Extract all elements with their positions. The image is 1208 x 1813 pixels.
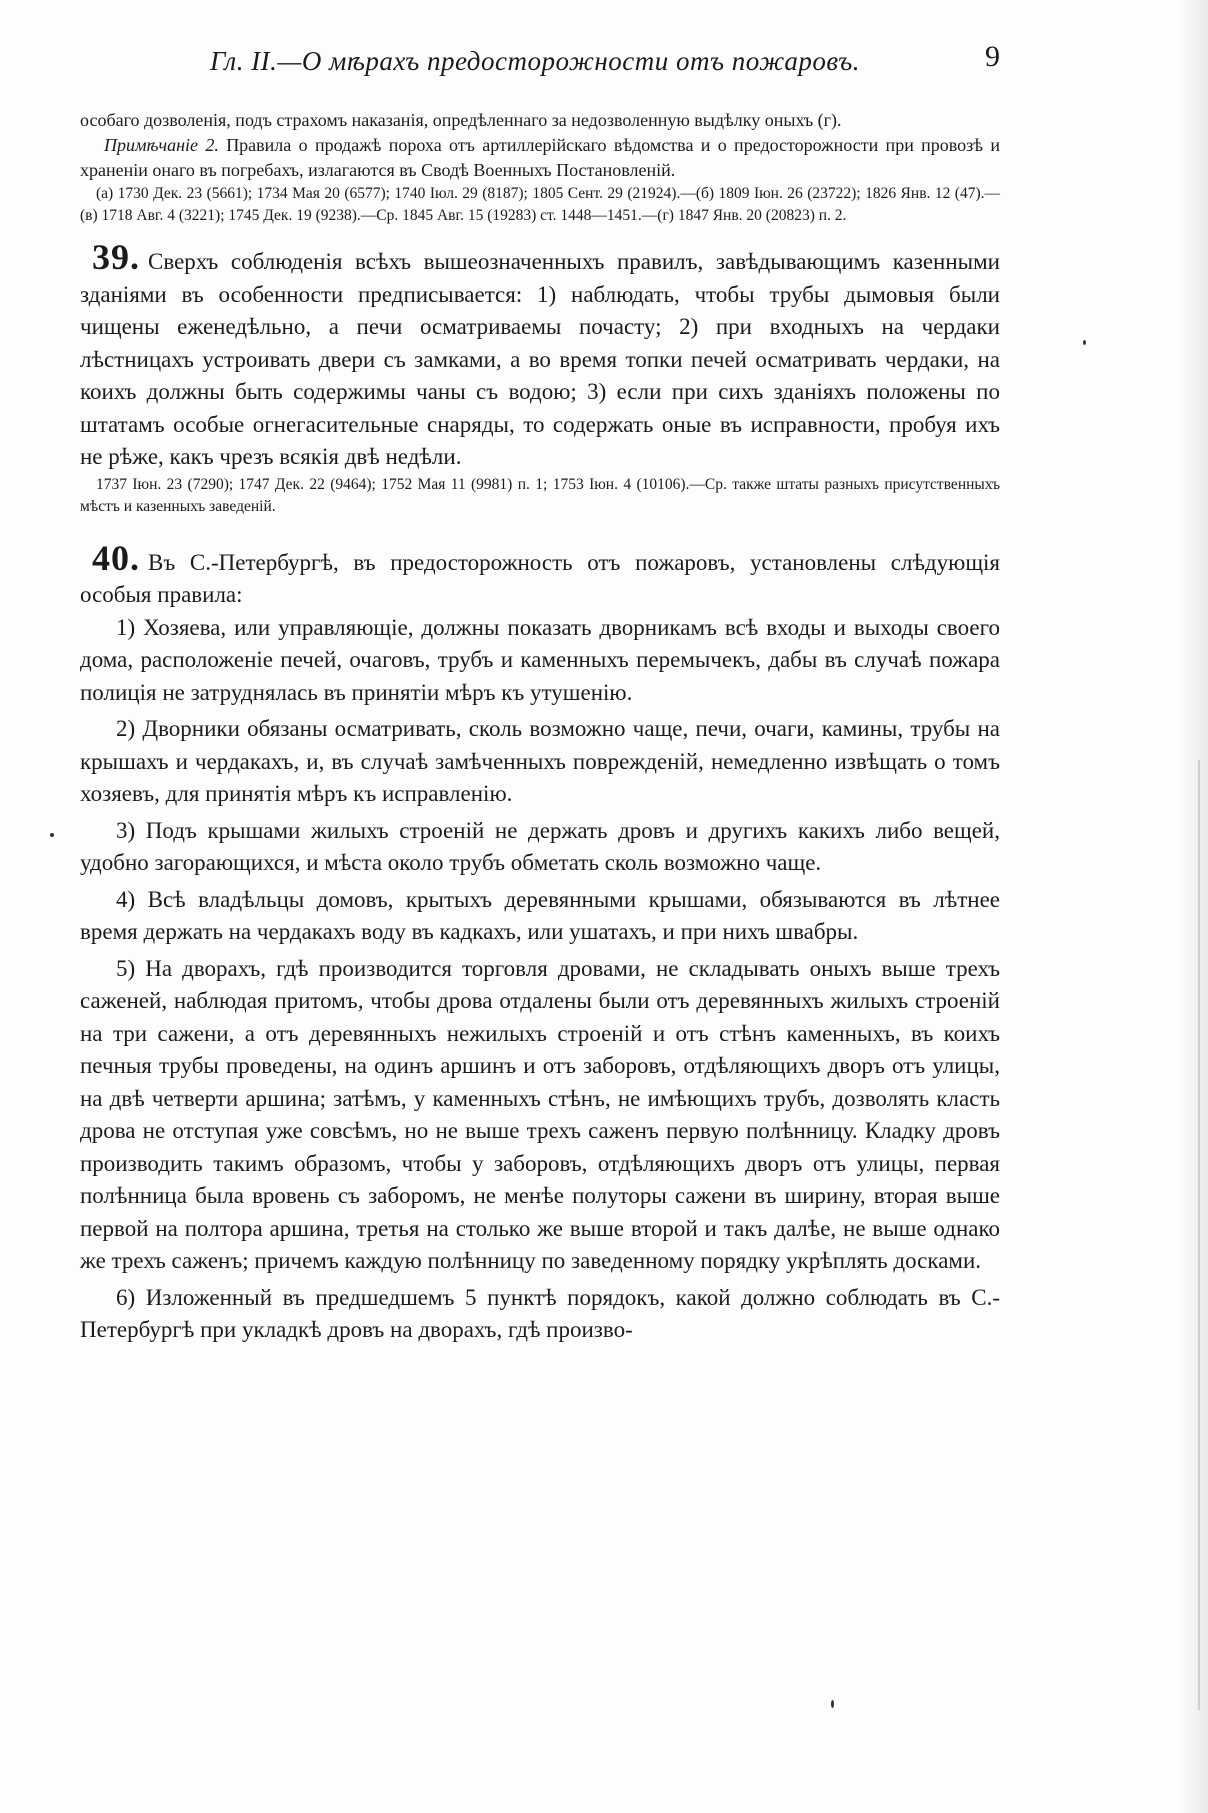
- article-39-number: 39.: [92, 237, 140, 277]
- article-39-text: Сверхъ соблюденія всѣхъ вышеозначенныхъ правилъ, завѣдывающимъ казенными зданіями въ особенности предписывается: 1) наблюдать, чтобы трубы дымовыя были чищены еженедѣльно, а печи осматриваемы почасту; 2) при входныхъ на чердаки лѣстницахъ устроивать двери съ замками, а во время топки печей осматривать чердаки, на коихъ должны быть содержимы чаны съ водою; 3) если при сихъ зданіяхъ положены по штатамъ особые огнегасительные снаряды, то содержать оные въ исправности, пробуя ихъ не рѣже, какъ чрезъ всякія двѣ недѣли.: [80, 249, 1000, 469]
- rule-item: 6) Изложенный въ предшедшемъ 5 пунктѣ порядокъ, какой должно соблюдать въ С.-Петербургѣ при укладкѣ дровъ на дворахъ, гдѣ произво-: [80, 1284, 1000, 1342]
- article-39-citations: 1737 Іюн. 23 (7290); 1747 Дек. 22 (9464); 1752 Мая 11 (9981) п. 1; 1753 Іюн. 4 (10106).—Ср. также штаты разныхъ присутственныхъ мѣстъ и казенныхъ заведеній.: [80, 475, 1000, 515]
- rule-item: 5) На дворахъ, гдѣ производится торговля дровами, не складывать оныхъ выше трехъ саженей, наблюдая притомъ, чтобы дрова отдалены были отъ деревянныхъ жилыхъ строеній на три сажени, а отъ деревянныхъ нежилыхъ строеній и отъ стѣнъ каменныхъ, въ коихъ печныя трубы проведены, на одинъ аршинъ и отъ заборовъ, отдѣляющихъ дворъ отъ улицы, на двѣ четверти аршина; затѣмъ, у каменныхъ стѣнъ, не имѣющихъ трубъ, дозволять класть дрова не отступая уже совсѣмъ, но не выше трехъ саженъ первую полѣнницу. Кладку дровъ производить такимъ образомъ, чтобы у заборовъ, отдѣляющихъ дворъ отъ улицы, первая полѣнница была вровень съ заборомъ, не менѣе полуторы сажени въ ширину, вторая выше первой на полтора аршина, третья на столько же выше второй и такъ далѣе, не выше однако же трехъ саженъ; причемъ каждую полѣнницу по заведенному порядку укрѣплять досками.: [80, 955, 1000, 1273]
- page-edge-mark: [1198, 760, 1200, 1710]
- page-number: 9: [985, 40, 1000, 73]
- note-label: Примѣчаніе 2.: [104, 135, 219, 155]
- continuation-text: особаго дозволенія, подъ страхомъ наказанія, опредѣленнаго за недозволенную выдѣлку оныхъ (г).: [80, 110, 842, 130]
- page-header: [80, 40, 1000, 90]
- scan-speck: [831, 1700, 834, 1708]
- article-40-intro-text: Въ С.-Петербургѣ, въ предосторожность отъ пожаровъ, установлены слѣдующія особыя правила:: [80, 549, 1000, 607]
- citations-footnote: (а) 1730 Дек. 23 (5661); 1734 Мая 20 (6577); 1740 Іюл. 29 (8187); 1805 Сент. 29 (21924).—(б) 1809 Іюн. 26 (23722); 1826 Янв. 12 (47).—(в) 1718 Авг. 4 (3221); 1745 Дек. 19 (9238).—Ср. 1845 Авг. 15 (19283) ст. 1448—1451.—(г) 1847 Янв. 20 (20823) п. 2.: [80, 185, 1000, 224]
- rule-item: 4) Всѣ владѣльцы домовъ, крытыхъ деревянными крышами, обязываются въ лѣтнее время держать на чердакахъ воду въ кадкахъ, или ушатахъ, и при нихъ швабры.: [80, 886, 1000, 944]
- scan-speck: [1083, 340, 1086, 345]
- rule-item: 2) Дворники обязаны осматривать, сколь возможно чаще, печи, очаги, камины, трубы на крышахъ и чердакахъ, и, въ случаѣ замѣченныхъ повреждeній, немедленно извѣщать о томъ хозяевъ, для принятія мѣръ къ исправленію.: [80, 716, 1000, 806]
- rule-item: 1) Хозяева, или управляющіе, должны показать дворникамъ всѣ входы и выходы своего дома, расположеніе печей, очаговъ, трубъ и каменныхъ перемычекъ, дабы въ случаѣ пожара полиція не затруднялась въ принятіи мѣръ къ утушенію.: [80, 614, 1000, 705]
- running-head: Гл. II.—О мѣрахъ предосторожности отъ пожаровъ.: [210, 46, 860, 76]
- article-39: [80, 237, 1000, 474]
- rule-item: 3) Подъ крышами жилыхъ строеній не держать дровъ и другихъ какихъ либо вещей, удобно загорающихся, и мѣста около трубъ обметать сколь возможно чаще.: [80, 817, 1000, 875]
- scan-speck: [50, 833, 54, 837]
- article-40-intro: [80, 537, 1000, 612]
- article-40-number: 40.: [92, 537, 140, 578]
- page-content: [80, 108, 1000, 1347]
- note-text: Правила о продажѣ пороха отъ артиллерійскаго вѣдомства и о предосторожности при провозѣ и храненіи онаго въ погребахъ, излагаются въ Сводѣ Военныхъ Постановленій.: [80, 135, 1001, 180]
- page-edge-shadow: [1178, 0, 1208, 1813]
- note-paragraph: [80, 133, 1000, 183]
